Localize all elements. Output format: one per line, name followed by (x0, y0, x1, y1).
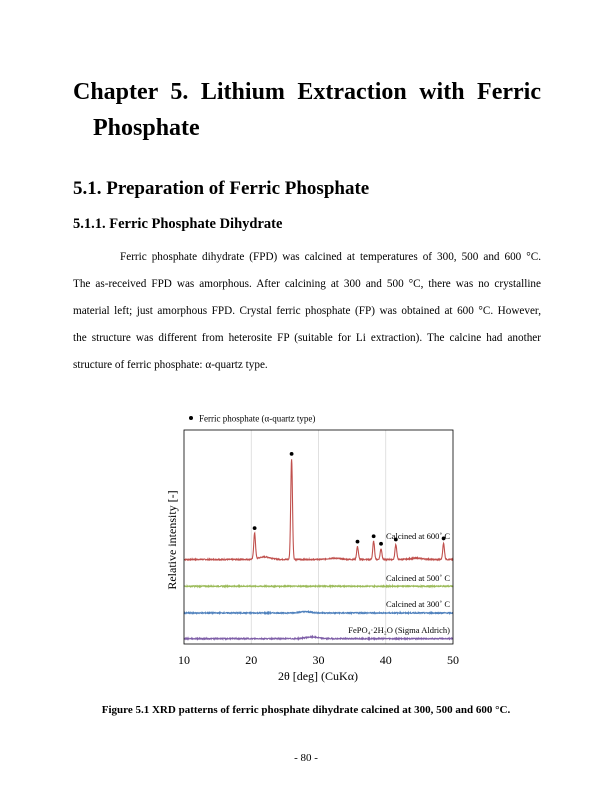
paragraph-line: the structure was different from heterosite FP (suitable for Li extraction). The calcine had another (73, 332, 541, 344)
page-number: - 80 - (294, 752, 318, 764)
series-label-500: Calcined at 500˚ C (386, 573, 450, 583)
peak-marker (356, 540, 360, 544)
peak-marker (290, 452, 294, 456)
chapter-title-line-2: Phosphate (93, 115, 200, 141)
legend-marker-icon (189, 416, 193, 420)
paragraph-line: structure of ferric phosphate: α-quartz type. (73, 359, 268, 371)
x-tick-label: 30 (312, 653, 325, 667)
x-tick-label: 50 (447, 653, 459, 667)
series-label-300: Calcined at 300˚ C (386, 599, 450, 609)
series-label-600: Calcined at 600˚ C (386, 531, 450, 541)
peak-marker (372, 534, 376, 538)
x-tick-label: 40 (379, 653, 392, 667)
chapter-title-line-1: Chapter 5. Lithium Extraction with Ferric (73, 79, 541, 105)
y-axis-label: Relative intensity [-] (165, 490, 179, 590)
section-heading: 5.1. Preparation of Ferric Phosphate (73, 178, 370, 199)
figure-caption: Figure 5.1 XRD patterns of ferric phosphate dihydrate calcined at 300, 500 and 600 °C. (101, 704, 511, 716)
peak-marker (379, 542, 383, 546)
paragraph-line: material left; just amorphous FPD. Crystal ferric phosphate (FP) was obtained at 600 °C. However, (73, 305, 541, 317)
subsection-heading: 5.1.1. Ferric Phosphate Dihydrate (73, 216, 283, 232)
series-line (184, 586, 453, 587)
legend-label: Ferric phosphate (α-quartz type) (199, 413, 316, 424)
series-label-fepo4: FePO₄·2H₂O (Sigma Aldrich) (348, 625, 450, 635)
series-line (184, 611, 453, 613)
x-axis-label: 2θ [deg] (CuKα) (277, 669, 359, 683)
x-tick-label: 10 (178, 653, 190, 667)
peak-marker (253, 526, 257, 530)
paragraph-line: The as-received FPD was amorphous. After calcining at 300 and 500 °C, there was no crystalline (73, 278, 541, 290)
paragraph-line: Ferric phosphate dihydrate (FPD) was calcined at temperatures of 300, 500 and 600 °C. (120, 251, 541, 263)
x-tick-label: 20 (245, 653, 258, 667)
